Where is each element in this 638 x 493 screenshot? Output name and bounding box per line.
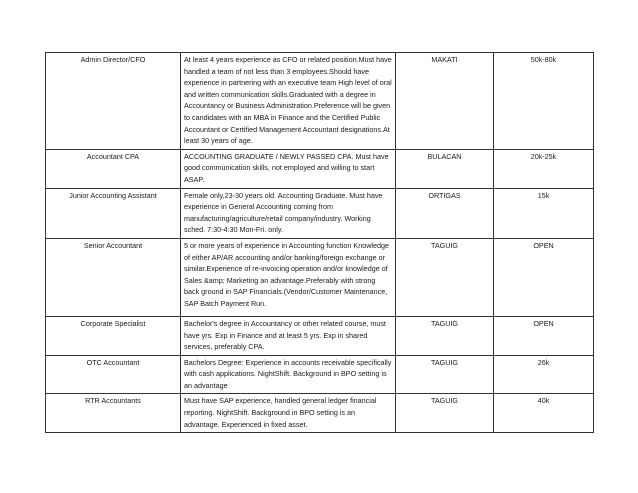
job-title-cell: Corporate Specialist xyxy=(46,316,181,355)
table-row xyxy=(46,149,594,188)
job-description-cell: Bachelors Degree: Experience in accounts receivable specifically with cash applications. NightShift. Background in BPO setting is an advantage xyxy=(181,355,396,394)
job-title-cell: Junior Accounting Assistant xyxy=(46,188,181,238)
job-description-cell: Must have SAP experience, handled general ledger financial reporting. NightShift. Background in BPO setting is an advantage. Experienced in fixed asset. xyxy=(181,394,396,433)
table-row xyxy=(46,238,594,316)
table-row xyxy=(46,316,594,355)
table-row xyxy=(46,53,594,150)
job-location-cell: TAGUIG xyxy=(396,238,494,316)
job-salary-cell: 40k xyxy=(494,394,594,433)
job-salary-cell: OPEN xyxy=(494,316,594,355)
job-location-cell: MAKATI xyxy=(396,53,494,150)
job-title-cell: Admin Director/CFO xyxy=(46,53,181,150)
job-description-cell: 5 or more years of experience in Accounting function Knowledge of either AP/AR accounting and/or banking/foreign exchange or similar.Experience of re-invoicing operation and/or knowledge of Sales &amp; Marketing an advantage.Preferably with strong back ground in SAP Financials.(Vendor/Customer Maintenance, SAP Batch Payment Run. xyxy=(181,238,396,316)
job-location-cell: ORTIGAS xyxy=(396,188,494,238)
job-description-cell: Female only,23-30 years old. Accounting Graduate. Must have experience in General Accounting coming from manufacturing/agriculture/retail company/industry. Working sched. 7:30-4:30 Mon-Fri. only. xyxy=(181,188,396,238)
job-title-cell: Accountant CPA xyxy=(46,149,181,188)
table-row xyxy=(46,394,594,433)
job-salary-cell: 26k xyxy=(494,355,594,394)
job-title-cell: OTC Accountant xyxy=(46,355,181,394)
job-listings-table xyxy=(45,52,594,433)
job-title-cell: RTR Accountants xyxy=(46,394,181,433)
job-description-cell: Bachelor's degree in Accountancy or other related course, must have yrs. Exp in Finance and at least 5 yrs. Exp in shared services, preferably CPA. xyxy=(181,316,396,355)
job-salary-cell: 20k-25k xyxy=(494,149,594,188)
job-salary-cell: 15k xyxy=(494,188,594,238)
table-row xyxy=(46,355,594,394)
table-row xyxy=(46,188,594,238)
job-salary-cell: OPEN xyxy=(494,238,594,316)
job-location-cell: TAGUIG xyxy=(396,394,494,433)
job-title-cell: Senior Accountant xyxy=(46,238,181,316)
job-salary-cell: 50k-80k xyxy=(494,53,594,150)
job-location-cell: TAGUIG xyxy=(396,355,494,394)
job-description-cell: At least 4 years experience as CFO or related position.Must have handled a team of not less than 3 employees.Should have experience in partnering with an executive team High level of oral and written communication skills.Graduated with a degree in Accountancy or Business Administration.Preference will be given to candidates with an MBA in Finance and the Certified Public Accountant or Certified Management Accountant designations.At least 30 years of age. xyxy=(181,53,396,150)
job-location-cell: TAGUIG xyxy=(396,316,494,355)
job-location-cell: BULACAN xyxy=(396,149,494,188)
job-description-cell: ACCOUNTING GRADUATE / NEWLY PASSED CPA. Must have good communication skills, not employed and willing to start ASAP. xyxy=(181,149,396,188)
